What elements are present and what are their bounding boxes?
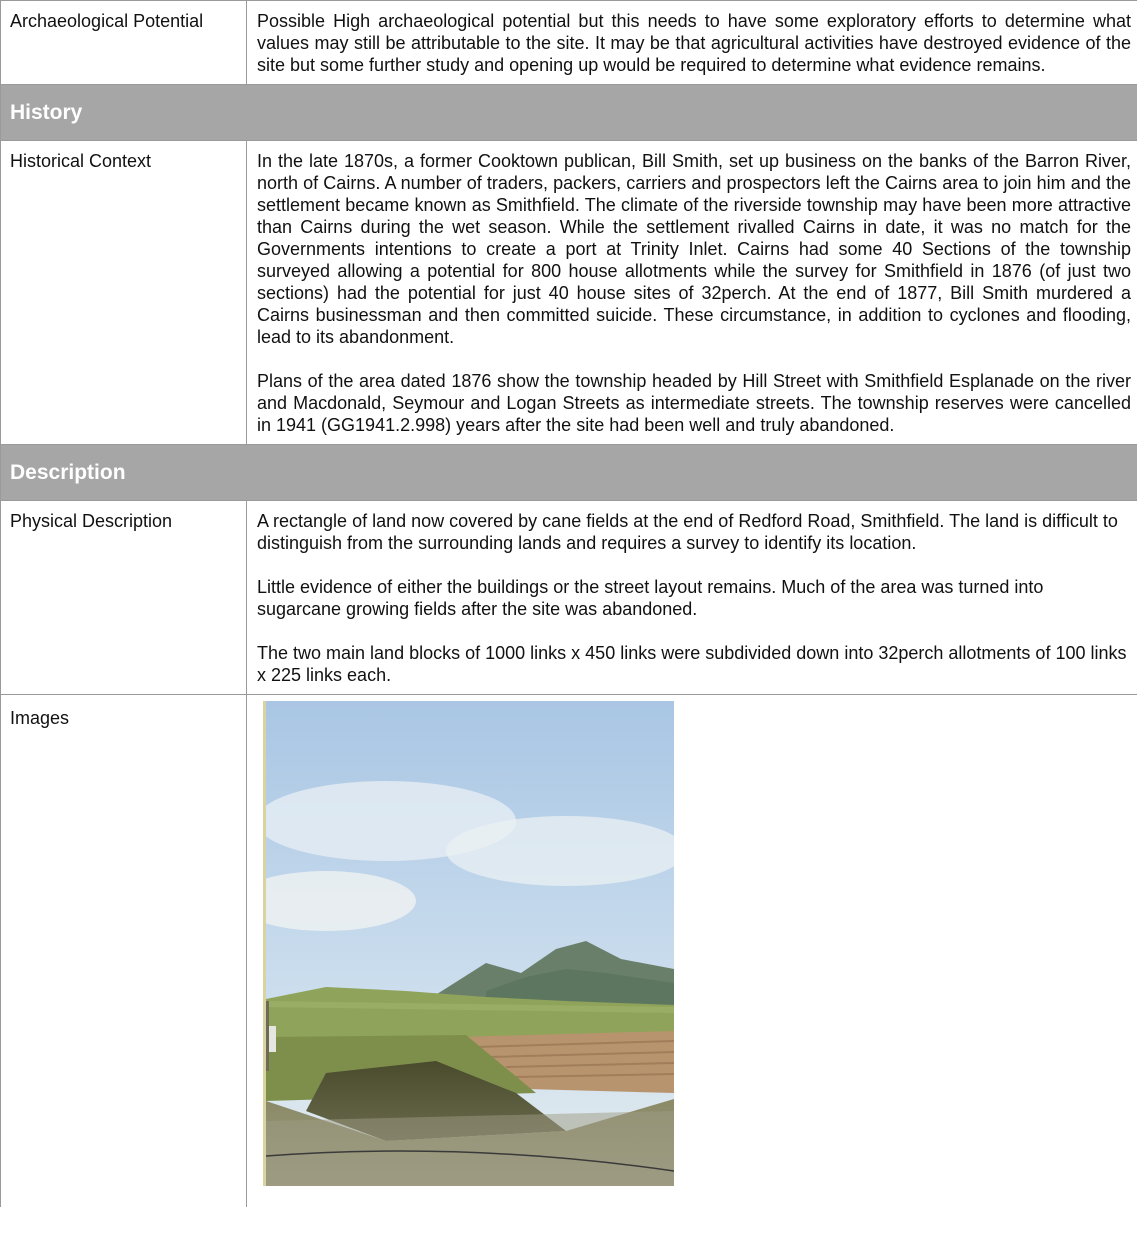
images-label: Images xyxy=(0,695,247,1207)
images-row xyxy=(0,695,1137,1207)
historical-context-row xyxy=(0,141,1137,445)
physical-description-paragraph: The two main land blocks of 1000 links x 450 links were subdivided down into 32perch allotments of 100 links x 225 links each. xyxy=(257,643,1127,685)
physical-description-paragraph: Little evidence of either the buildings or the street layout remains. Much of the area was turned into sugarcane growing fields after the site was abandoned. xyxy=(257,577,1044,619)
archaeological-potential-value xyxy=(247,1,1137,84)
site-photo xyxy=(263,701,674,1186)
historical-context-paragraph: Plans of the area dated 1876 show the township headed by Hill Street with Smithfield Esplanade on the river and Macdonald, Seymour and Logan Streets as intermediate streets. The township reserves were cancelled in 1941 (GG1941.2.998) years after the site had been well and truly abandoned. xyxy=(257,371,1131,435)
physical-description-row xyxy=(0,501,1137,695)
physical-description-paragraph: A rectangle of land now covered by cane fields at the end of Redford Road, Smithfield. The land is difficult to distinguish from the surrounding lands and requires a survey to identify its location. xyxy=(257,511,1118,553)
archaeological-potential-text: Possible High archaeological potential but this needs to have some exploratory efforts to determine what values may still be attributable to the site. It may be that agricultural activities have destroyed evidence of the site but some further study and opening up would be required to determine what evidence remains. xyxy=(257,11,1131,75)
archaeological-potential-row xyxy=(0,1,1137,85)
physical-description-label: Physical Description xyxy=(0,501,247,694)
historical-context-value xyxy=(247,141,1137,444)
archaeological-potential-label: Archaeological Potential xyxy=(0,1,247,84)
history-section-header: History xyxy=(0,85,1137,141)
historical-context-paragraph: In the late 1870s, a former Cooktown publican, Bill Smith, set up business on the banks of the Barron River, north of Cairns. A number of traders, packers, carriers and prospectors left the Cairns area to join him and the settlement became known as Smithfield. The climate of the riverside township may have been more attractive than Cairns during the wet season. While the settlement rivalled Cairns in date, it was no match for the Governments intentions to create a port at Trinity Inlet. Cairns had some 40 Sections of the township surveyed allowing a potential for 800 house allotments while the survey for Smithfield in 1876 (of just two sections) had the potential for just 40 house sites of 32perch. At the end of 1877, Bill Smith murdered a Cairns businessman and then committed suicide. These circumstance, in addition to cyclones and flooding, lead to its abandonment. xyxy=(257,151,1131,347)
description-section-header: Description xyxy=(0,445,1137,501)
physical-description-value xyxy=(247,501,1137,694)
historical-context-label: Historical Context xyxy=(0,141,247,444)
images-value xyxy=(247,695,1137,1207)
